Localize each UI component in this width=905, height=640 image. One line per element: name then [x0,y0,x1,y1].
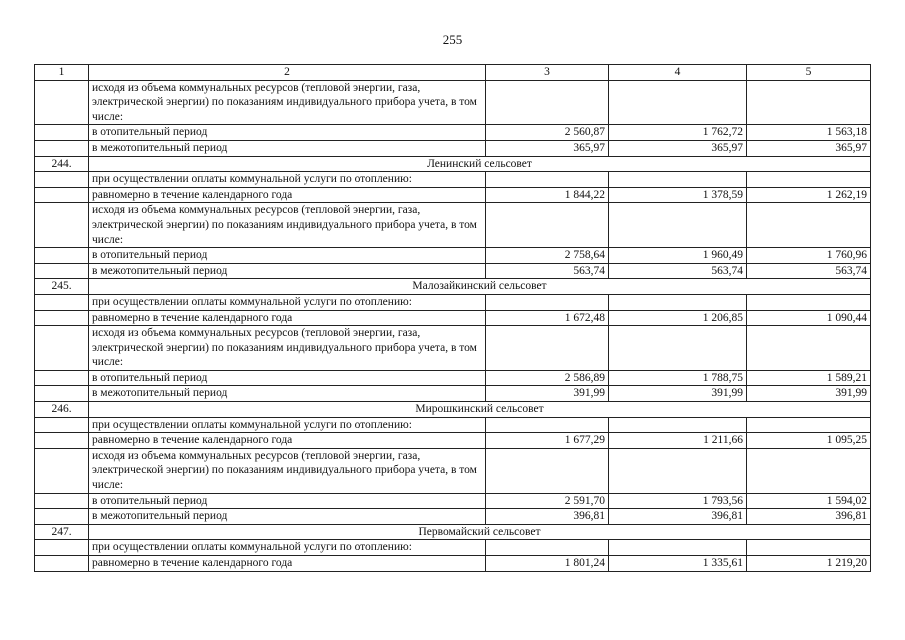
table-row [35,493,871,509]
value-cell-col5: 365,97 [747,140,871,156]
value-cell-col5: 1 090,44 [747,310,871,326]
description-row [35,203,871,248]
value-cell-col5 [747,540,871,556]
description-row [35,172,871,188]
value-cell-col4: 1 206,85 [609,310,747,326]
section-number: 244. [35,156,89,172]
row-number-cell [35,294,89,310]
value-cell-col3 [486,294,609,310]
value-cell-col5: 1 563,18 [747,125,871,141]
value-cell-col3: 563,74 [486,263,609,279]
value-cell-col3: 2 586,89 [486,370,609,386]
row-label-cell: исходя из объема коммунальных ресурсов (тепловой энергии, газа, электрической энергии) по показаниям индивидуального прибора учета, в том числе: [89,203,486,248]
row-label-cell: в отопительный период [89,493,486,509]
value-cell-col3 [486,540,609,556]
table-row [35,248,871,264]
column-header-1: 1 [35,65,89,81]
value-cell-col4: 1 378,59 [609,187,747,203]
table-body [35,80,871,571]
row-number-cell [35,125,89,141]
value-cell-col3 [486,172,609,188]
description-row [35,540,871,556]
row-number-cell [35,417,89,433]
description-row [35,417,871,433]
value-cell-col4: 391,99 [609,386,747,402]
value-cell-col5: 563,74 [747,263,871,279]
row-number-cell [35,493,89,509]
value-cell-col4: 365,97 [609,140,747,156]
row-number-cell [35,509,89,525]
value-cell-col5: 1 589,21 [747,370,871,386]
value-cell-col3: 1 801,24 [486,556,609,572]
row-label-cell: исходя из объема коммунальных ресурсов (тепловой энергии, газа, электрической энергии) по показаниям индивидуального прибора учета, в том числе: [89,326,486,371]
value-cell-col5 [747,294,871,310]
value-cell-col5: 1 219,20 [747,556,871,572]
row-number-cell [35,248,89,264]
value-cell-col5 [747,448,871,493]
value-cell-col4 [609,80,747,125]
row-number-cell [35,433,89,449]
value-cell-col5: 1 760,96 [747,248,871,264]
row-number-cell [35,172,89,188]
row-label-cell: в межотопительный период [89,263,486,279]
table-row [35,187,871,203]
value-cell-col3: 396,81 [486,509,609,525]
value-cell-col3: 2 758,64 [486,248,609,264]
section-number: 247. [35,524,89,540]
value-cell-col4: 563,74 [609,263,747,279]
section-row [35,156,871,172]
value-cell-col3: 1 672,48 [486,310,609,326]
value-cell-col4: 1 793,56 [609,493,747,509]
tariff-table [34,64,871,572]
value-cell-col3: 2 591,70 [486,493,609,509]
row-number-cell [35,386,89,402]
value-cell-col5 [747,80,871,125]
value-cell-col4: 1 335,61 [609,556,747,572]
value-cell-col4: 1 762,72 [609,125,747,141]
row-label-cell: при осуществлении оплаты коммунальной услуги по отоплению: [89,294,486,310]
value-cell-col5 [747,417,871,433]
description-row [35,80,871,125]
row-label-cell: в межотопительный период [89,140,486,156]
value-cell-col5: 396,81 [747,509,871,525]
page-number: 255 [442,32,463,47]
section-row [35,279,871,295]
table-row [35,125,871,141]
value-cell-col5: 1 594,02 [747,493,871,509]
value-cell-col4 [609,294,747,310]
value-cell-col5: 1 262,19 [747,187,871,203]
value-cell-col4: 1 211,66 [609,433,747,449]
column-header-4: 4 [609,65,747,81]
row-number-cell [35,263,89,279]
row-number-cell [35,448,89,493]
row-number-cell [35,187,89,203]
value-cell-col5 [747,326,871,371]
value-cell-col4 [609,448,747,493]
row-label-cell: равномерно в течение календарного года [89,310,486,326]
row-number-cell [35,370,89,386]
value-cell-col4: 1 788,75 [609,370,747,386]
table-row [35,310,871,326]
row-number-cell [35,556,89,572]
value-cell-col4 [609,203,747,248]
table-row [35,263,871,279]
row-label-cell: при осуществлении оплаты коммунальной услуги по отоплению: [89,540,486,556]
row-label-cell: при осуществлении оплаты коммунальной услуги по отоплению: [89,417,486,433]
value-cell-col3 [486,448,609,493]
row-label-cell: в межотопительный период [89,386,486,402]
value-cell-col4 [609,326,747,371]
value-cell-col3 [486,326,609,371]
header-row [35,65,871,81]
section-title: Мирошкинский сельсовет [89,402,871,418]
row-label-cell: исходя из объема коммунальных ресурсов (тепловой энергии, газа, электрической энергии) по показаниям индивидуального прибора учета, в том числе: [89,80,486,125]
row-number-cell [35,540,89,556]
table-row [35,386,871,402]
value-cell-col4 [609,417,747,433]
section-row [35,524,871,540]
value-cell-col5 [747,203,871,248]
section-title: Ленинский сельсовет [89,156,871,172]
column-header-2: 2 [89,65,486,81]
section-number: 246. [35,402,89,418]
table-row [35,370,871,386]
row-label-cell: в отопительный период [89,248,486,264]
table-row [35,433,871,449]
value-cell-col4: 396,81 [609,509,747,525]
row-label-cell: равномерно в течение календарного года [89,433,486,449]
row-label-cell: в межотопительный период [89,509,486,525]
value-cell-col3: 391,99 [486,386,609,402]
value-cell-col5 [747,172,871,188]
row-label-cell: в отопительный период [89,125,486,141]
row-number-cell [35,80,89,125]
value-cell-col4 [609,540,747,556]
value-cell-col3 [486,417,609,433]
row-number-cell [35,140,89,156]
row-label-cell: равномерно в течение календарного года [89,187,486,203]
value-cell-col5: 391,99 [747,386,871,402]
row-label-cell: при осуществлении оплаты коммунальной услуги по отоплению: [89,172,486,188]
table-row [35,509,871,525]
section-row [35,402,871,418]
row-label-cell: равномерно в течение календарного года [89,556,486,572]
value-cell-col4 [609,172,747,188]
table-row [35,140,871,156]
row-number-cell [35,326,89,371]
section-title: Первомайский сельсовет [89,524,871,540]
value-cell-col3: 365,97 [486,140,609,156]
description-row [35,448,871,493]
value-cell-col3: 1 844,22 [486,187,609,203]
table-row [35,556,871,572]
column-header-5: 5 [747,65,871,81]
section-number: 245. [35,279,89,295]
value-cell-col3 [486,203,609,248]
value-cell-col4: 1 960,49 [609,248,747,264]
value-cell-col3 [486,80,609,125]
section-title: Малозайкинский сельсовет [89,279,871,295]
value-cell-col3: 1 677,29 [486,433,609,449]
column-header-3: 3 [486,65,609,81]
row-label-cell: в отопительный период [89,370,486,386]
row-number-cell [35,310,89,326]
value-cell-col5: 1 095,25 [747,433,871,449]
row-label-cell: исходя из объема коммунальных ресурсов (тепловой энергии, газа, электрической энергии) по показаниям индивидуального прибора учета, в том числе: [89,448,486,493]
row-number-cell [35,203,89,248]
description-row [35,294,871,310]
value-cell-col3: 2 560,87 [486,125,609,141]
description-row [35,326,871,371]
